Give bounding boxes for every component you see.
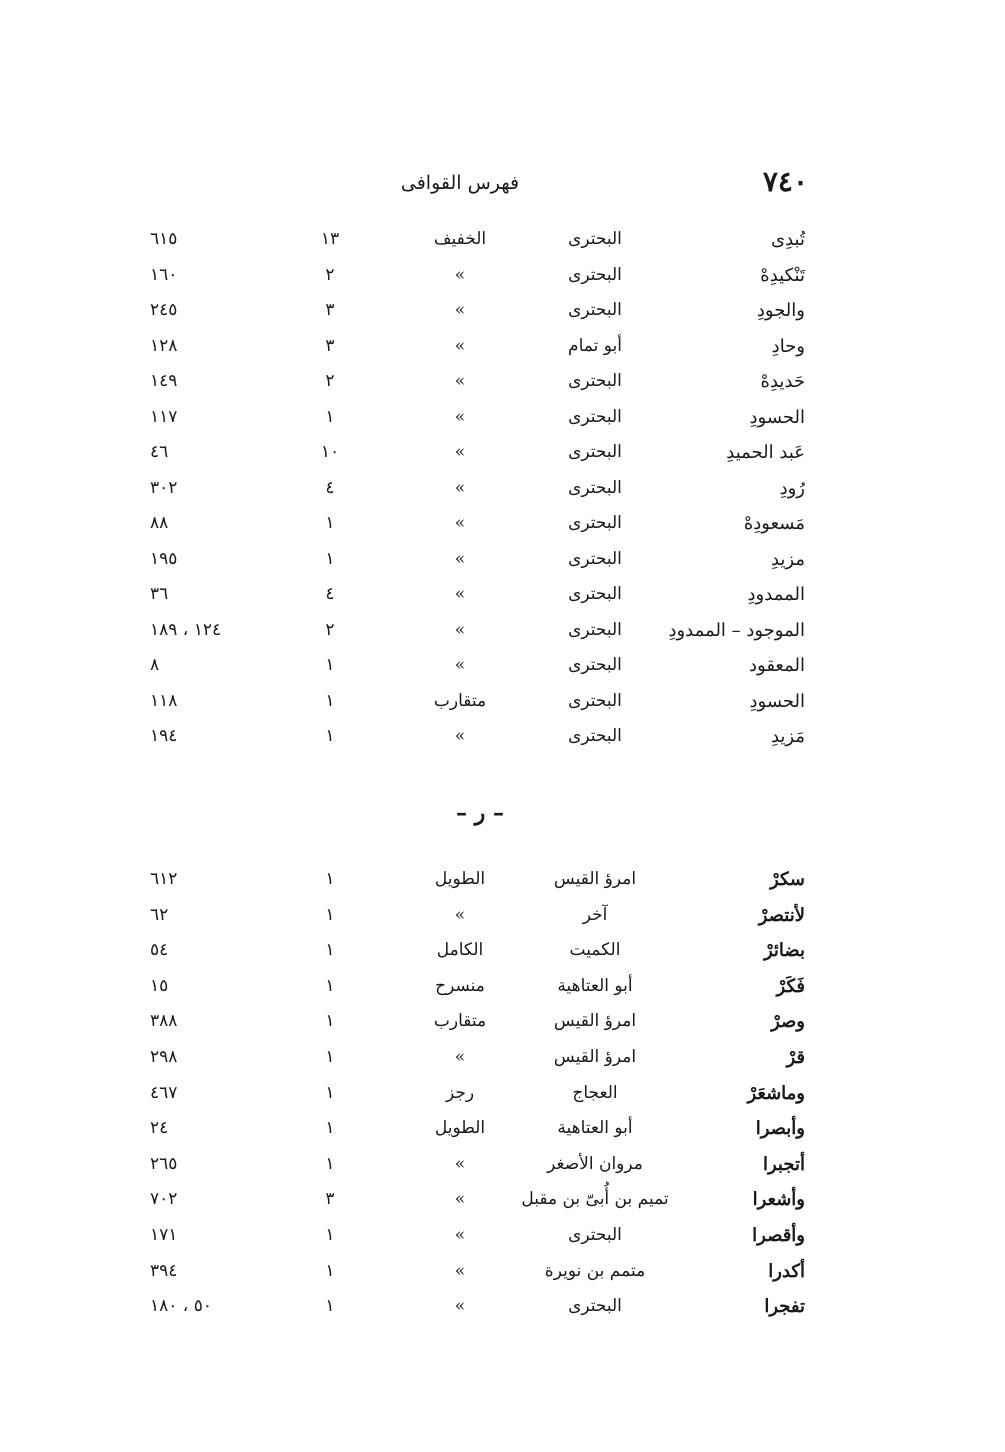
index-row bbox=[0, 901, 1005, 937]
verse-count: ١٠ bbox=[320, 442, 340, 462]
page-reference: ٢٩٨ bbox=[150, 1046, 178, 1067]
index-row bbox=[0, 865, 1005, 901]
rhyme-word: مَزيدِ bbox=[770, 726, 805, 747]
meter-name: » bbox=[454, 371, 466, 391]
poet-name: البحترى bbox=[568, 584, 622, 604]
index-row bbox=[0, 1114, 1005, 1150]
meter-name: » bbox=[454, 584, 466, 604]
meter-name: متقارب bbox=[433, 690, 487, 711]
rhyme-word: عَبد الحميدِ bbox=[726, 442, 805, 463]
poet-name: أبو العتاهية bbox=[557, 975, 633, 996]
page-reference: ٢٦٥ bbox=[150, 1153, 178, 1174]
page-reference: ٧٠٢ bbox=[150, 1189, 178, 1210]
rhyme-word: وأشعرا bbox=[752, 1189, 805, 1211]
verse-count: ١ bbox=[325, 869, 335, 889]
verse-count: ١ bbox=[325, 975, 335, 996]
index-row bbox=[0, 687, 1005, 723]
verse-count: ١ bbox=[325, 726, 335, 746]
verse-count: ٣ bbox=[325, 335, 335, 356]
page-reference: ٨ bbox=[150, 655, 160, 675]
section-heading: – ر – bbox=[456, 800, 504, 826]
rhyme-word: الممدودِ bbox=[747, 584, 805, 605]
rhyme-word: سكرْ bbox=[770, 869, 805, 890]
poet-name: أبو العتاهية bbox=[557, 1118, 633, 1139]
verse-count: ١ bbox=[325, 1118, 335, 1139]
page-reference: ٦١٢ bbox=[150, 869, 178, 889]
running-title: فهرس القوافى bbox=[400, 172, 520, 194]
poet-name: مروان الأصغر bbox=[547, 1153, 643, 1174]
verse-count: ١ bbox=[325, 1296, 335, 1317]
verse-count: ١ bbox=[325, 513, 335, 533]
meter-name: » bbox=[454, 1224, 466, 1245]
verse-count: ٣ bbox=[325, 1189, 335, 1210]
poet-name: الكميت bbox=[569, 940, 621, 961]
page-reference: ١٧١ bbox=[150, 1224, 178, 1245]
page-number: ٧٤٠ bbox=[762, 165, 808, 198]
rhyme-word: الحسودِ bbox=[749, 406, 805, 428]
rhyme-word: رُودِ bbox=[779, 477, 805, 499]
verse-count: ١٣ bbox=[320, 229, 340, 249]
index-row bbox=[0, 722, 1005, 758]
poet-name: البحترى bbox=[568, 442, 622, 462]
rhyme-word: تفجرا bbox=[764, 1296, 805, 1318]
page-reference: ١٥ bbox=[150, 975, 169, 996]
index-row bbox=[0, 972, 1005, 1008]
index-row bbox=[0, 1150, 1005, 1186]
rhyme-word: وصرْ bbox=[771, 1011, 805, 1033]
page-reference: ٣٦ bbox=[150, 584, 169, 604]
poet-name: البحترى bbox=[568, 477, 622, 498]
meter-name: » bbox=[454, 406, 466, 427]
index-row bbox=[0, 1221, 1005, 1257]
index-row bbox=[0, 225, 1005, 261]
poet-name: تميم بن أُبىّ بن مقبل bbox=[521, 1189, 669, 1210]
rhyme-index-dal bbox=[0, 225, 1005, 758]
meter-name: الطويل bbox=[434, 869, 486, 889]
index-row bbox=[0, 367, 1005, 403]
index-row bbox=[0, 1257, 1005, 1293]
rhyme-word: المعقود bbox=[749, 655, 805, 676]
rhyme-word: والجودِ bbox=[756, 300, 805, 321]
meter-name: » bbox=[454, 726, 466, 746]
poet-name: آخر bbox=[582, 904, 608, 925]
index-row bbox=[0, 936, 1005, 972]
verse-count: ١ bbox=[325, 1153, 335, 1174]
rhyme-word: وأبصرا bbox=[755, 1118, 805, 1140]
index-row bbox=[0, 1079, 1005, 1115]
page-reference: ١١٧ bbox=[150, 406, 178, 427]
index-row bbox=[0, 438, 1005, 474]
meter-name: » bbox=[454, 1296, 466, 1317]
rhyme-word: وماشعَرْ bbox=[747, 1082, 805, 1104]
rhyme-word: تَنْكيدِهْ bbox=[760, 264, 805, 286]
verse-count: ١ bbox=[325, 940, 335, 961]
meter-name: » bbox=[454, 548, 466, 569]
poet-name: البحترى bbox=[568, 726, 622, 746]
page-reference: ٣٩٤ bbox=[150, 1260, 178, 1281]
meter-name: منسرح bbox=[435, 975, 485, 996]
meter-name: متقارب bbox=[433, 1011, 487, 1032]
page-reference: ١٢٤ ، ١٨٩ bbox=[150, 619, 222, 640]
index-row bbox=[0, 474, 1005, 510]
index-row bbox=[0, 509, 1005, 545]
rhyme-word: تُبدِى bbox=[771, 229, 805, 250]
index-row bbox=[0, 1007, 1005, 1043]
page-reference: ٥٠ ، ١٨٠ bbox=[150, 1296, 212, 1317]
page-reference: ٢٤ bbox=[150, 1118, 169, 1139]
meter-name: » bbox=[454, 619, 466, 640]
index-row bbox=[0, 616, 1005, 652]
verse-count: ١ bbox=[325, 1082, 335, 1103]
rhyme-word: وأقصرا bbox=[752, 1224, 805, 1246]
page-reference: ١٦٠ bbox=[150, 264, 178, 285]
page-reference: ١٩٥ bbox=[150, 548, 178, 569]
poet-name: البحترى bbox=[568, 406, 622, 427]
poet-name: امرؤ القيس bbox=[553, 1011, 637, 1032]
verse-count: ١ bbox=[325, 548, 335, 569]
page-reference: ٦٢ bbox=[150, 904, 169, 925]
rhyme-word: الحسودِ bbox=[749, 690, 805, 712]
index-row bbox=[0, 403, 1005, 439]
poet-name: العجاج bbox=[572, 1082, 618, 1103]
page-reference: ٥٤ bbox=[150, 940, 169, 961]
verse-count: ١ bbox=[325, 406, 335, 427]
page-reference: ٢٤٥ bbox=[150, 300, 178, 320]
meter-name: » bbox=[454, 1189, 466, 1210]
page-reference: ١٢٨ bbox=[150, 335, 178, 356]
index-row bbox=[0, 1292, 1005, 1328]
poet-name: امرؤ القيس bbox=[553, 869, 637, 889]
poet-name: امرؤ القيس bbox=[553, 1046, 637, 1067]
rhyme-word: لأنتصرْ bbox=[758, 904, 805, 926]
poet-name: البحترى bbox=[568, 690, 622, 711]
poet-name: البحترى bbox=[568, 1296, 622, 1317]
verse-count: ١ bbox=[325, 1224, 335, 1245]
page-reference: ٣٠٢ bbox=[150, 477, 178, 498]
verse-count: ١ bbox=[325, 1011, 335, 1032]
poet-name: البحترى bbox=[568, 371, 622, 391]
verse-count: ١ bbox=[325, 655, 335, 675]
rhyme-word: أتجبرا bbox=[763, 1153, 805, 1175]
verse-count: ٤ bbox=[325, 477, 335, 498]
meter-name: » bbox=[454, 904, 466, 925]
index-row bbox=[0, 261, 1005, 297]
meter-name: » bbox=[454, 655, 466, 675]
index-row bbox=[0, 1043, 1005, 1079]
rhyme-word: مَسعودِهْ bbox=[743, 513, 805, 534]
rhyme-word: حَديدِهْ bbox=[760, 371, 805, 392]
index-row bbox=[0, 545, 1005, 581]
meter-name: » bbox=[454, 442, 466, 462]
meter-name: » bbox=[454, 335, 466, 356]
rhyme-word: مزيدِ bbox=[770, 548, 805, 570]
verse-count: ٤ bbox=[325, 584, 335, 604]
rhyme-word: وحادِ bbox=[771, 335, 805, 357]
meter-name: الطويل bbox=[434, 1118, 486, 1139]
rhyme-word: أكدرا bbox=[768, 1260, 805, 1282]
meter-name: الكامل bbox=[436, 940, 484, 961]
verse-count: ٣ bbox=[325, 300, 335, 320]
index-row bbox=[0, 332, 1005, 368]
meter-name: » bbox=[454, 1260, 466, 1281]
poet-name: البحترى bbox=[568, 264, 622, 285]
meter-name: » bbox=[454, 1046, 466, 1067]
verse-count: ١ bbox=[325, 1046, 335, 1067]
poet-name: البحترى bbox=[568, 229, 622, 249]
poet-name: أبو تمام bbox=[568, 335, 622, 356]
poet-name: البحترى bbox=[568, 513, 622, 533]
index-row bbox=[0, 651, 1005, 687]
verse-count: ٢ bbox=[325, 371, 335, 391]
page-reference: ٤٦٧ bbox=[150, 1082, 178, 1103]
meter-name: رجز bbox=[445, 1082, 475, 1103]
page-reference: ١٩٤ bbox=[150, 726, 178, 746]
rhyme-word: قرْ bbox=[786, 1046, 805, 1068]
poet-name: البحترى bbox=[568, 619, 622, 640]
index-row bbox=[0, 296, 1005, 332]
poet-name: متمم بن نويرة bbox=[544, 1260, 646, 1281]
rhyme-index-ra bbox=[0, 865, 1005, 1328]
rhyme-word: فَكَرْ bbox=[776, 975, 805, 997]
verse-count: ١ bbox=[325, 904, 335, 925]
rhyme-word: بضائرْ bbox=[763, 940, 805, 962]
verse-count: ١ bbox=[325, 1260, 335, 1281]
meter-name: » bbox=[454, 1153, 466, 1174]
index-row bbox=[0, 1185, 1005, 1221]
rhyme-word: الموجود – الممدودِ bbox=[668, 619, 805, 641]
meter-name: » bbox=[454, 264, 466, 285]
page-reference: ٨٨ bbox=[150, 513, 169, 533]
meter-name: » bbox=[454, 477, 466, 498]
verse-count: ١ bbox=[325, 690, 335, 711]
meter-name: » bbox=[454, 300, 466, 320]
page-reference: ٤٦ bbox=[150, 442, 169, 462]
poet-name: البحترى bbox=[568, 1224, 622, 1245]
page-reference: ٣٨٨ bbox=[150, 1011, 178, 1032]
meter-name: الخفيف bbox=[433, 229, 487, 249]
poet-name: البحترى bbox=[568, 548, 622, 569]
page-reference: ١٤٩ bbox=[150, 371, 178, 391]
poet-name: البحترى bbox=[568, 655, 622, 675]
page-reference: ١١٨ bbox=[150, 690, 178, 711]
verse-count: ٢ bbox=[325, 264, 335, 285]
index-row bbox=[0, 580, 1005, 616]
poet-name: البحترى bbox=[568, 300, 622, 320]
page-reference: ٦١٥ bbox=[150, 229, 178, 249]
meter-name: » bbox=[454, 513, 466, 533]
verse-count: ٢ bbox=[325, 619, 335, 640]
